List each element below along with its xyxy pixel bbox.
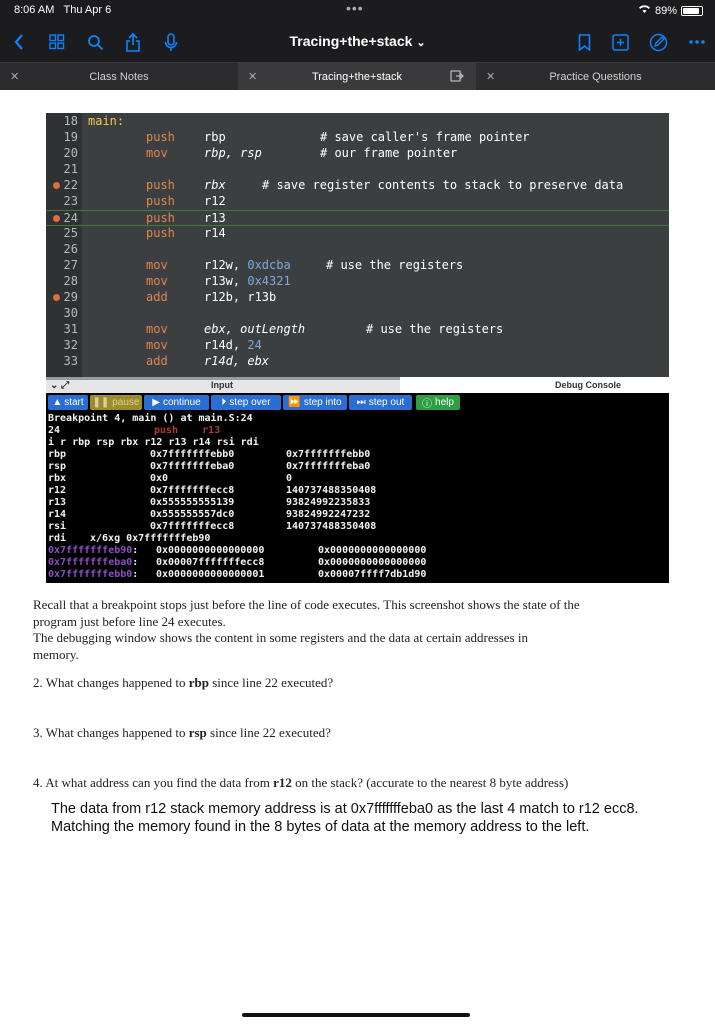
code-operands: rbp xyxy=(204,130,226,144)
intro-text-2b: memory. xyxy=(33,647,79,662)
multitask-dots[interactable]: ••• xyxy=(346,0,364,16)
register-value: 0x7fffffffebb0 xyxy=(286,449,371,460)
register-name: r14 xyxy=(48,509,67,520)
memory-address: 0x7fffffffeba0 xyxy=(48,557,133,568)
line-number[interactable]: 26 xyxy=(63,242,78,256)
question-4: 4. At what address can you find the data from r12 on the stack? (accurate to the nearest 8 byte address) xyxy=(33,775,569,790)
line-number[interactable]: 33 xyxy=(63,354,78,368)
register-hex: 0x7fffffffeba0 xyxy=(150,461,235,472)
debug-panel-header xyxy=(46,377,669,393)
register-hex: 0x7fffffffecc8 xyxy=(150,485,235,496)
code-instruction: push xyxy=(146,211,175,225)
register-row xyxy=(48,449,371,460)
register-row xyxy=(48,497,371,508)
line-number[interactable]: 18 xyxy=(63,114,78,128)
debug-console[interactable] xyxy=(46,412,669,583)
wifi-icon xyxy=(638,4,651,17)
step-over-button[interactable]: ⏵ step over xyxy=(211,395,281,410)
register-row xyxy=(48,509,371,520)
register-hex: 0x555555555139 xyxy=(150,497,235,508)
code-comment: # save caller's frame pointer xyxy=(320,130,530,144)
memory-separator: : xyxy=(132,545,139,556)
tab-label: Tracing+the+stack xyxy=(311,71,403,83)
register-hex: 0x0 xyxy=(150,473,169,484)
register-value: 0x7fffffffeba0 xyxy=(286,461,371,472)
input-label[interactable]: Input xyxy=(211,380,233,390)
code-label: main: xyxy=(88,114,125,128)
code-operands: ebx, outLength xyxy=(204,322,306,336)
code-instruction: push xyxy=(146,194,175,208)
register-hex: 0x7fffffffebb0 xyxy=(150,449,235,460)
memory-value: 0x0000000000000000 xyxy=(318,545,427,556)
memory-address: 0x7fffffffebb0 xyxy=(48,569,133,580)
register-name: rsp xyxy=(48,461,67,472)
status-bar xyxy=(0,0,715,22)
home-indicator[interactable] xyxy=(242,1013,470,1017)
help-button[interactable]: ⓘ help xyxy=(416,395,460,410)
code-operands: rbp, rsp xyxy=(204,146,262,160)
more-icon[interactable] xyxy=(686,31,708,53)
code-operands: rbx xyxy=(204,178,226,192)
code-operands: r12 xyxy=(204,194,226,208)
code-instruction: add xyxy=(146,290,168,304)
battery-icon xyxy=(681,6,703,16)
line-number[interactable]: 23 xyxy=(63,194,78,208)
split-view-icon[interactable] xyxy=(450,70,464,85)
collapse-icon[interactable]: ⌄ ⤢ xyxy=(50,380,70,391)
line-number[interactable]: 28 xyxy=(63,274,78,288)
register-value: 93824992235833 xyxy=(286,497,371,508)
document-title[interactable]: Tracing+the+stack ⌄ xyxy=(289,33,426,49)
code-line xyxy=(46,306,669,322)
console-source-line: 24 push r13 xyxy=(48,425,221,436)
code-editor xyxy=(46,113,669,377)
register-row xyxy=(48,533,211,544)
add-page-icon[interactable] xyxy=(609,31,631,53)
memory-value: 0x0000000000000001 xyxy=(156,569,265,580)
register-hex: 0x555555557dc0 xyxy=(150,509,235,520)
code-line xyxy=(46,162,669,178)
register-row xyxy=(48,473,293,484)
memory-separator: : xyxy=(132,569,139,580)
memory-row xyxy=(48,557,427,568)
line-number[interactable]: 32 xyxy=(63,338,78,352)
code-instruction: mov xyxy=(146,258,168,272)
code-operands: r13w, 0x4321 xyxy=(204,274,291,288)
debug-controls xyxy=(46,393,669,412)
intro-text-1: Recall that a breakpoint stops just before the line of code executes. This screenshot shows the state of the xyxy=(33,597,580,612)
memory-value: 0x00007fffffffecc8 xyxy=(156,557,265,568)
console-breakpoint: Breakpoint 4, main () at main.S:24 xyxy=(48,413,253,424)
code-operands: r13 xyxy=(204,211,226,225)
line-number[interactable]: 25 xyxy=(63,226,78,240)
code-line xyxy=(46,258,669,274)
memory-separator: : xyxy=(132,557,139,568)
register-name: rdi xyxy=(48,533,67,544)
code-line xyxy=(46,354,669,370)
register-name: r12 xyxy=(48,485,67,496)
code-instruction: mov xyxy=(146,274,168,288)
code-instruction: push xyxy=(146,226,175,240)
code-instruction: mov xyxy=(146,146,168,160)
tab-tracing-the-stack[interactable] xyxy=(238,63,476,91)
start-button[interactable]: ▲ start xyxy=(48,395,88,410)
code-line xyxy=(46,130,669,146)
examine-command: x/6xg 0x7fffffffeb90 xyxy=(90,533,211,544)
code-line xyxy=(46,338,669,354)
register-name: rbx xyxy=(48,473,67,484)
breakpoint-marker[interactable] xyxy=(53,294,60,301)
code-line xyxy=(46,322,669,338)
code-line xyxy=(46,226,669,242)
code-comment: # use the registers xyxy=(366,322,504,336)
code-operands: r14 xyxy=(204,226,226,240)
code-line xyxy=(46,274,669,290)
console-command: i r rbp rsp rbx r12 r13 r14 rsi rdi xyxy=(48,437,259,448)
code-operands: r14d, ebx xyxy=(204,354,270,368)
line-number[interactable]: 20 xyxy=(63,146,78,160)
close-icon[interactable]: ✕ xyxy=(486,71,496,83)
intro-text-1b: program just before line 24 executes. xyxy=(33,614,226,629)
chevron-down-icon[interactable]: ⌄ xyxy=(416,37,426,49)
code-instruction: push xyxy=(146,178,175,192)
tab-practice-questions[interactable] xyxy=(476,63,715,91)
code-comment: # our frame pointer xyxy=(320,146,458,160)
memory-value: 0x0000000000000000 xyxy=(318,557,427,568)
code-line xyxy=(46,146,669,162)
code-operands: r12w, 0xdcba xyxy=(204,258,291,272)
code-line xyxy=(46,210,669,226)
battery-percent: 89% xyxy=(654,4,677,17)
code-comment: # use the registers xyxy=(326,258,464,272)
question-2: 2. What changes happened to rbp since line 22 executed? xyxy=(33,675,334,690)
status-right xyxy=(638,4,703,17)
code-operands: r14d, 24 xyxy=(204,338,262,352)
code-line xyxy=(46,290,669,306)
pencil-icon[interactable] xyxy=(647,31,669,53)
line-number[interactable]: 29 xyxy=(63,290,78,304)
register-value: 93824992247232 xyxy=(286,509,371,520)
step-out-button[interactable]: ⏭ step out xyxy=(349,395,412,410)
close-icon[interactable]: ✕ xyxy=(248,71,258,83)
tab-label: Class Notes xyxy=(89,71,149,83)
line-number[interactable]: 27 xyxy=(63,258,78,272)
close-icon[interactable]: ✕ xyxy=(10,71,20,83)
register-value: 140737488350408 xyxy=(286,485,377,496)
question-3: 3. What changes happened to rsp since line 22 executed? xyxy=(33,725,331,740)
code-line xyxy=(46,194,669,210)
line-number[interactable]: 24 xyxy=(63,211,78,225)
continue-button[interactable]: ▶ continue xyxy=(144,395,209,410)
code-line xyxy=(46,114,669,130)
line-number[interactable]: 19 xyxy=(63,130,78,144)
code-line xyxy=(46,178,669,194)
answer-text[interactable]: The data from r12 stack memory address is at 0x7fffffffeba0 as the last 4 match to r12 ecc8. Matching the memory found in the 8 bytes of data at the memory address to the left. xyxy=(51,801,639,835)
line-number[interactable]: 22 xyxy=(63,178,78,192)
line-number[interactable]: 31 xyxy=(63,322,78,336)
register-row xyxy=(48,485,377,496)
memory-row xyxy=(48,545,427,556)
register-row xyxy=(48,521,377,532)
code-instruction: mov xyxy=(146,338,168,352)
step-into-button[interactable]: ⏩ step into xyxy=(283,395,347,410)
line-number[interactable]: 21 xyxy=(63,162,78,176)
bookmark-icon[interactable] xyxy=(573,31,595,53)
register-hex: 0x7fffffffecc8 xyxy=(150,521,235,532)
app-toolbar xyxy=(0,22,715,62)
tab-bar xyxy=(0,62,715,90)
memory-value: 0x0000000000000000 xyxy=(156,545,265,556)
code-line xyxy=(46,242,669,258)
status-time: 8:06 AM Thu Apr 6 xyxy=(14,4,112,16)
register-value: 140737488350408 xyxy=(286,521,377,532)
intro-text-2: The debugging window shows the content in some registers and the data at certain addresses in xyxy=(33,630,528,645)
breakpoint-marker[interactable] xyxy=(53,182,60,189)
register-name: rbp xyxy=(48,449,67,460)
memory-address: 0x7fffffffeb90 xyxy=(48,545,133,556)
memory-row xyxy=(48,569,427,580)
debug-console-tab[interactable] xyxy=(400,377,669,393)
code-operands: r12b, r13b xyxy=(204,290,277,304)
register-name: rsi xyxy=(48,521,67,532)
debug-console-label: Debug Console xyxy=(554,380,621,390)
line-number[interactable]: 30 xyxy=(63,306,78,320)
tab-class-notes[interactable] xyxy=(0,63,238,91)
pause-button[interactable]: ❚❚ pause xyxy=(90,395,142,410)
code-instruction: mov xyxy=(146,322,168,336)
register-name: r13 xyxy=(48,497,67,508)
register-row xyxy=(48,461,371,472)
breakpoint-marker[interactable] xyxy=(53,215,60,222)
tab-label: Practice Questions xyxy=(549,71,642,83)
code-instruction: add xyxy=(146,354,168,368)
code-comment: # save register contents to stack to preserve data xyxy=(262,178,624,192)
memory-value: 0x00007ffff7db1d90 xyxy=(318,569,427,580)
code-instruction: push xyxy=(146,130,175,144)
register-value: 0 xyxy=(286,473,293,484)
